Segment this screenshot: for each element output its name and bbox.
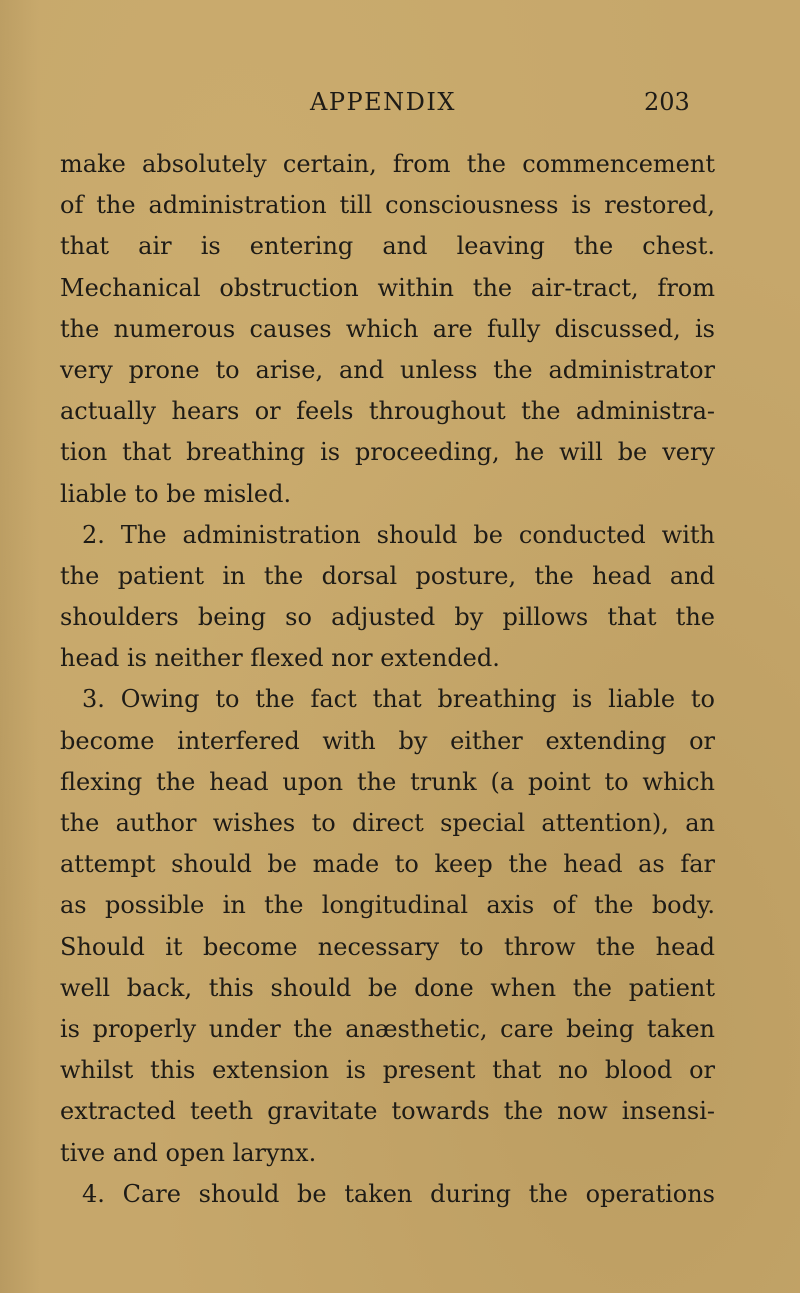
text-line: 2. The administration should be conducted with — [82, 520, 715, 549]
text-line: tion that breathing is proceeding, he will be very — [60, 438, 715, 467]
text-line: tive and open larynx. — [60, 1138, 317, 1167]
text-line: shoulders being so adjusted by pillows that the — [60, 603, 715, 632]
text-line: 4. Care should be taken during the operations — [82, 1179, 715, 1208]
text-line: actually hears or feels throughout the administra- — [60, 397, 715, 426]
text-line: of the administration till consciousness is restored, — [60, 191, 715, 220]
text-line: Should it become necessary to throw the head — [60, 932, 715, 961]
running-head: APPENDIX — [310, 88, 456, 116]
page-header — [0, 88, 800, 128]
text-line: Mechanical obstruction within the air-tract, from — [60, 273, 715, 302]
text-line: make absolutely certain, from the commencement — [60, 150, 715, 178]
text-line: liable to be misled. — [60, 479, 292, 508]
text-line: the author wishes to direct special attention), an — [60, 809, 715, 837]
text-line: whilst this extension is present that no blood or — [60, 1056, 715, 1085]
body-text — [60, 144, 715, 1215]
text-line: is properly under the anæsthetic, care being taken — [60, 1014, 715, 1043]
text-line: very prone to arise, and unless the administrator — [60, 355, 715, 384]
text-line: extracted teeth gravitate towards the now insensi- — [60, 1097, 715, 1126]
text-line: as possible in the longitudinal axis of the body. — [60, 891, 715, 920]
text-line: head is neither flexed nor extended. — [60, 644, 500, 673]
text-line: well back, this should be done when the patient — [60, 973, 715, 1002]
text-line: attempt should be made to keep the head as far — [60, 850, 715, 879]
page-number: 203 — [644, 88, 690, 116]
text-line: 3. Owing to the fact that breathing is liable to — [82, 685, 715, 714]
text-line: flexing the head upon the trunk (a point to which — [60, 767, 715, 796]
text-line: become interfered with by either extending or — [60, 726, 715, 755]
text-line: the numerous causes which are fully discussed, is — [60, 314, 715, 343]
text-line: that air is entering and leaving the chest. — [60, 232, 715, 261]
text-line: the patient in the dorsal posture, the head and — [60, 561, 715, 590]
